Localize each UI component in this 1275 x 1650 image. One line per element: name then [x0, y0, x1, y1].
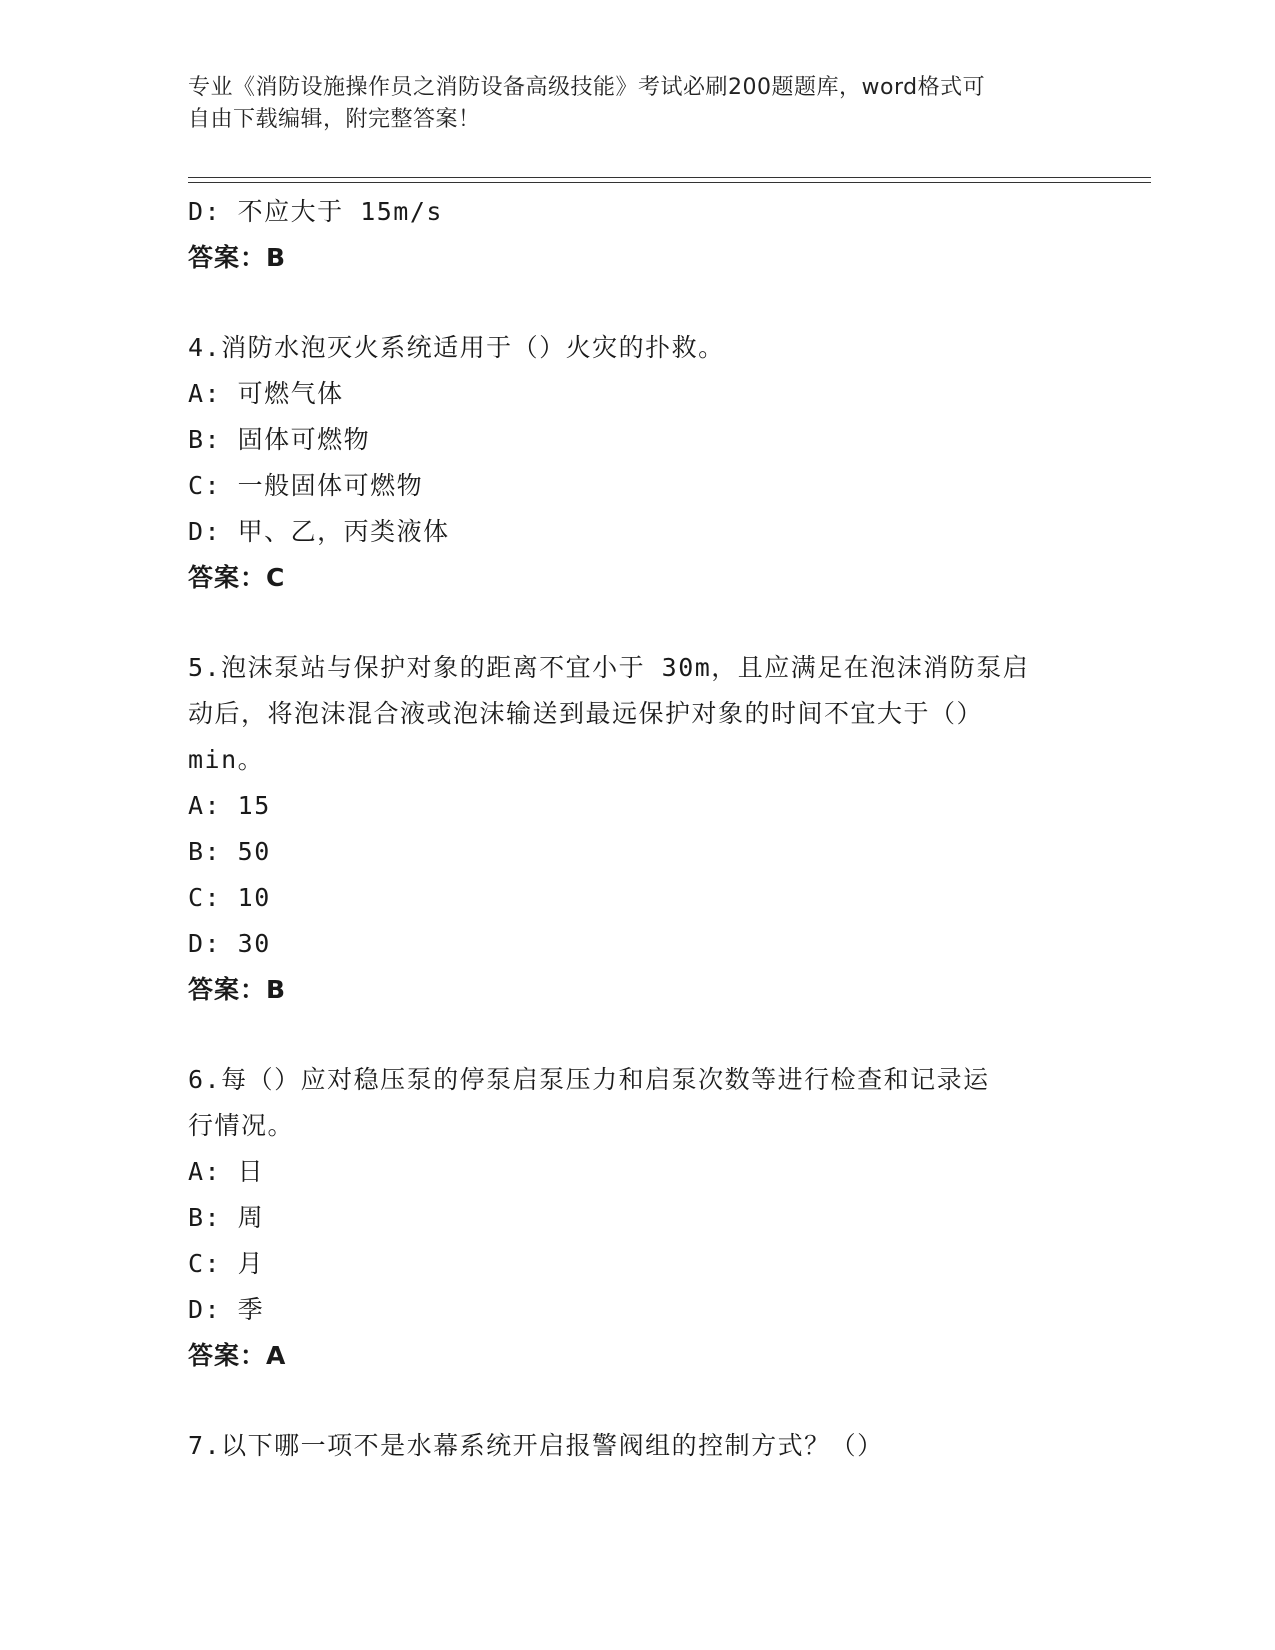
header-line-2: 自由下载编辑，附完整答案！	[188, 107, 481, 132]
document-header	[188, 72, 1068, 136]
option-a: A: 日	[188, 1157, 265, 1186]
answer: 答案：B	[188, 243, 287, 272]
header-divider-bottom	[188, 182, 1151, 183]
question-content	[188, 189, 1088, 1469]
option-c: C: 10	[188, 883, 271, 912]
question-text: 7.以下哪一项不是水幕系统开启报警阀组的控制方式？（）	[188, 1431, 884, 1460]
header-line-1: 专业《消防设施操作员之消防设备高级技能》考试必刷200题题库，word格式可	[188, 75, 986, 100]
question-text: min。	[188, 745, 265, 774]
question-5	[188, 645, 1088, 1013]
option-b: B: 固体可燃物	[188, 425, 371, 454]
question-text: 动后，将泡沫混合液或泡沫输送到最远保护对象的时间不宜大于（）	[188, 699, 984, 728]
option-d: D: 甲、乙，丙类液体	[188, 517, 450, 546]
option-d: D: 30	[188, 929, 271, 958]
question-text: 5.泡沫泵站与保护对象的距离不宜小于 30m，且应满足在泡沫消防泵启	[188, 653, 1030, 682]
header-divider-top	[188, 177, 1151, 178]
option-d: D: 不应大于 15m/s	[188, 197, 443, 226]
question-text: 6.每（）应对稳压泵的停泵启泵压力和启泵次数等进行检查和记录运	[188, 1065, 990, 1094]
option-b: B: 周	[188, 1203, 265, 1232]
option-c: C: 月	[188, 1249, 265, 1278]
answer: 答案：A	[188, 1341, 287, 1370]
option-c: C: 一般固体可燃物	[188, 471, 424, 500]
question-4	[188, 325, 1088, 601]
question-6	[188, 1057, 1088, 1379]
option-b: B: 50	[188, 837, 271, 866]
answer: 答案：C	[188, 563, 286, 592]
question-text: 4.消防水泡灭火系统适用于（）火灾的扑救。	[188, 333, 725, 362]
option-a: A: 可燃气体	[188, 379, 344, 408]
option-d: D: 季	[188, 1295, 265, 1324]
option-a: A: 15	[188, 791, 271, 820]
question-7	[188, 1423, 1088, 1469]
answer: 答案：B	[188, 975, 287, 1004]
question-text: 行情况。	[188, 1111, 295, 1140]
